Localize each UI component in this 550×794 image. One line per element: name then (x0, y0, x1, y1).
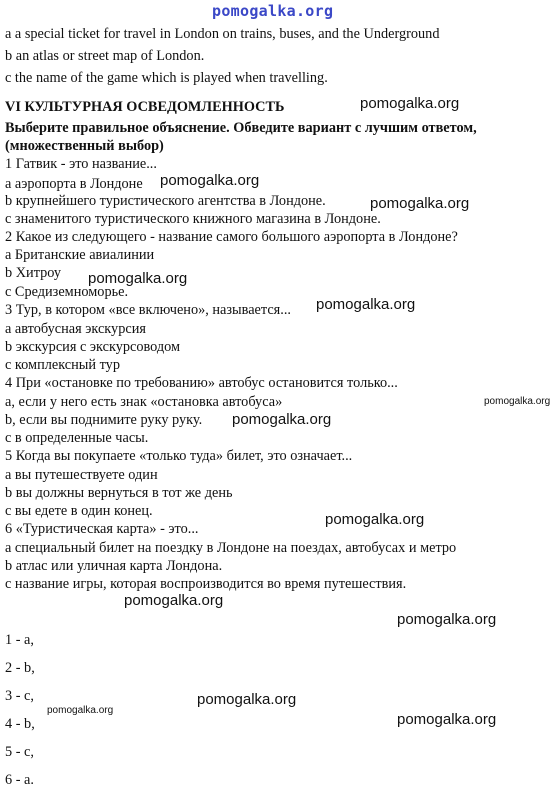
option-line: b Хитроу (5, 265, 62, 281)
watermark: pomogalka.org (197, 691, 297, 708)
question-line: 3 Тур, в котором «все включено», называется... (5, 302, 291, 318)
watermark: pomogalka.org (47, 705, 114, 716)
question-line: 6 «Туристическая карта» - это... (5, 521, 199, 537)
option-line: а вы путешествуете один (5, 467, 158, 483)
watermark: pomogalka.org (124, 592, 224, 609)
answer-line: 2 - b, (5, 660, 35, 676)
watermark: pomogalka.org (160, 172, 260, 189)
option-line: с название игры, которая воспроизводится во время путешествия. (5, 576, 407, 592)
option-line: с комплексный тур (5, 357, 120, 373)
watermark: pomogalka.org (232, 411, 332, 428)
instruction-line: Выберите правильное объяснение. Обведите вариант с лучшим ответом, (5, 120, 477, 136)
option-line: с в определенные часы. (5, 430, 149, 446)
option-line: b атлас или уличная карта Лондона. (5, 558, 223, 574)
option-line: b, если вы поднимите руку руку. (5, 412, 203, 428)
watermark: pomogalka.org (370, 195, 470, 212)
option-line: с вы едете в один конец. (5, 503, 153, 519)
answer-line: 1 - a, (5, 632, 34, 648)
option-line: а специальный билет на поездку в Лондоне на поездах, автобусах и метро (5, 540, 457, 556)
question-line: 5 Когда вы покупаете «только туда» билет, это означает... (5, 448, 353, 464)
answer-line: 5 - c, (5, 744, 34, 760)
option-line: a a special ticket for travel in London on trains, buses, and the Underground (5, 26, 440, 42)
option-line: а, если у него есть знак «остановка автобуса» (5, 394, 283, 410)
section-title: VI КУЛЬТУРНАЯ ОСВЕДОМЛЕННОСТЬ (5, 99, 285, 115)
option-line: а Британские авиалинии (5, 247, 155, 263)
watermark-top: pomogalka.org (212, 2, 334, 20)
watermark: pomogalka.org (325, 511, 425, 528)
watermark: pomogalka.org (88, 270, 188, 287)
answer-line: 3 - c, (5, 688, 34, 704)
watermark: pomogalka.org (316, 296, 416, 313)
option-line: b an atlas or street map of London. (5, 48, 205, 64)
answer-line: 4 - b, (5, 716, 35, 732)
watermark: pomogalka.org (360, 95, 460, 112)
answer-line: 6 - a. (5, 772, 34, 788)
question-line: 2 Какое из следующего - название самого большого аэропорта в Лондоне? (5, 229, 458, 245)
instruction-line: (множественный выбор) (5, 138, 164, 154)
option-line: b экскурсия с экскурсоводом (5, 339, 181, 355)
option-line: b вы должны вернуться в тот же день (5, 485, 233, 501)
option-line: с знаменитого туристического книжного магазина в Лондоне. (5, 211, 381, 227)
option-line: с Средиземноморье. (5, 284, 129, 300)
option-line: a аэропорта в Лондоне (5, 176, 143, 192)
option-line: а автобусная экскурсия (5, 321, 146, 337)
watermark: pomogalka.org (484, 396, 550, 407)
question-line: 4 При «остановке по требованию» автобус остановится только... (5, 375, 398, 391)
question-line: 1 Гатвик - это название... (5, 156, 157, 172)
option-line: c the name of the game which is played when travelling. (5, 70, 328, 86)
option-line: b крупнейшего туристического агентства в Лондоне. (5, 193, 326, 209)
watermark: pomogalka.org (397, 611, 497, 628)
watermark: pomogalka.org (397, 711, 497, 728)
